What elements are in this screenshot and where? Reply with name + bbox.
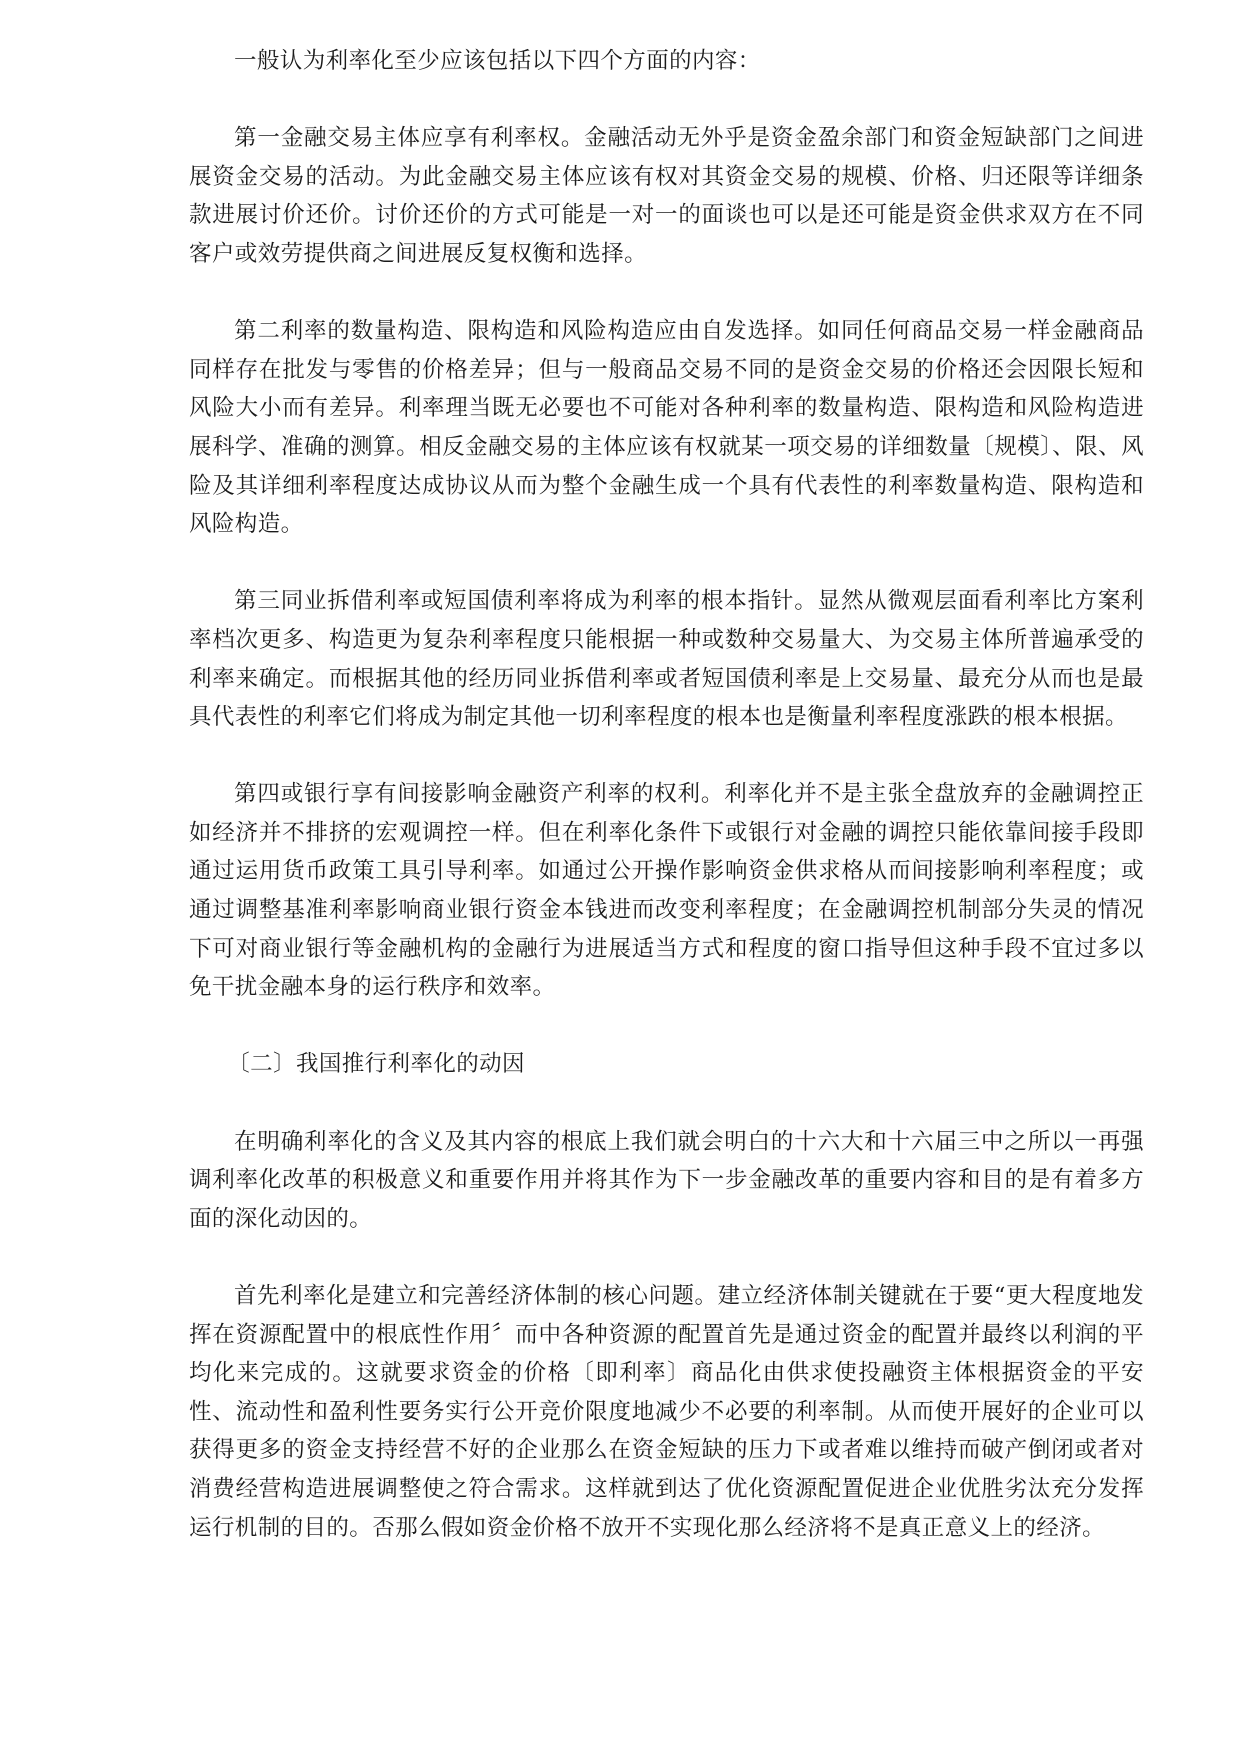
- paragraph-first-motivation: 首先利率化是建立和完善经济体制的核心问题。建立经济体制关键就在于要“更大程度地发挥在资源配置中的根底性作用〞而中各种资源的配置首先是通过资金的配置并最终以利润的平均化来完成的。这就要求资金的价格〔即利率〕商品化由供求使投融资主体根据资金的平安性、流动性和盈利性要务实行公开竞价限度地减少不必要的利率制。从而使开展好的企业可以获得更多的资金支持经营不好的企业那么在资金短缺的压力下或者难以维持而破产倒闭或者对消费经营构造进展调整使之符合需求。这样就到达了优化资源配置促进企业优胜劣汰充分发挥运行机制的目的。否那么假如资金价格不放开不实现化那么经济将不是真正意义上的经济。: [189, 1283, 1144, 1541]
- document-page: [189, 42, 1144, 1586]
- section-heading: 〔二〕我国推行利率化的动因: [227, 1051, 525, 1078]
- paragraph-second-point: 第二利率的数量构造、限构造和风险构造应由自发选择。如同任何商品交易一样金融商品同样存在批发与零售的价格差异；但与一般商品交易不同的是资金交易的价格还会因限长短和风险大小而有差异。利率理当既无必要也不可能对各种利率的数量构造、限构造和风险构造进展科学、准确的测算。相反金融交易的主体应该有权就某一项交易的详细数量〔规模〕、限、风险及其详细利率程度达成协议从而为整个金融生成一个具有代表性的利率数量构造、限构造和风险构造。: [189, 318, 1144, 538]
- intro-paragraph: 一般认为利率化至少应该包括以下四个方面的内容：: [234, 48, 761, 74]
- paragraph-motivation-intro: 在明确利率化的含义及其内容的根底上我们就会明白的十六大和十六届三中之所以一再强调利率化改革的积极意义和重要作用并将其作为下一步金融改革的重要内容和目的是有着多方面的深化动因的。: [189, 1128, 1144, 1232]
- paragraph-first-point: 第一金融交易主体应享有利率权。金融活动无外乎是资金盈余部门和资金短缺部门之间进展资金交易的活动。为此金融交易主体应该有权对其资金交易的规模、价格、归还限等详细条款进展讨价还价。讨价还价的方式可能是一对一的面谈也可以是还可能是资金供求双方在不同客户或效劳提供商之间进展反复权衡和选择。: [189, 125, 1144, 267]
- paragraph-fourth-point: 第四或银行享有间接影响金融资产利率的权利。利率化并不是主张全盘放弃的金融调控正如经济并不排挤的宏观调控一样。但在利率化条件下或银行对金融的调控只能依靠间接手段即通过运用货币政策工具引导利率。如通过公开操作影响资金供求格从而间接影响利率程度；或通过调整基准利率影响商业银行资金本钱进而改变利率程度；在金融调控机制部分失灵的情况下可对商业银行等金融机构的金融行为进展适当方式和程度的窗口指导但这种手段不宜过多以免干扰金融本身的运行秩序和效率。: [189, 781, 1144, 1001]
- paragraph-third-point: 第三同业拆借利率或短国债利率将成为利率的根本指针。显然从微观层面看利率比方案利率档次更多、构造更为复杂利率程度只能根据一种或数种交易量大、为交易主体所普遍承受的利率来确定。而根据其他的经历同业拆借利率或者短国债利率是上交易量、最充分从而也是最具代表性的利率它们将成为制定其他一切利率程度的根本也是衡量利率程度涨跌的根本根据。: [189, 588, 1144, 731]
